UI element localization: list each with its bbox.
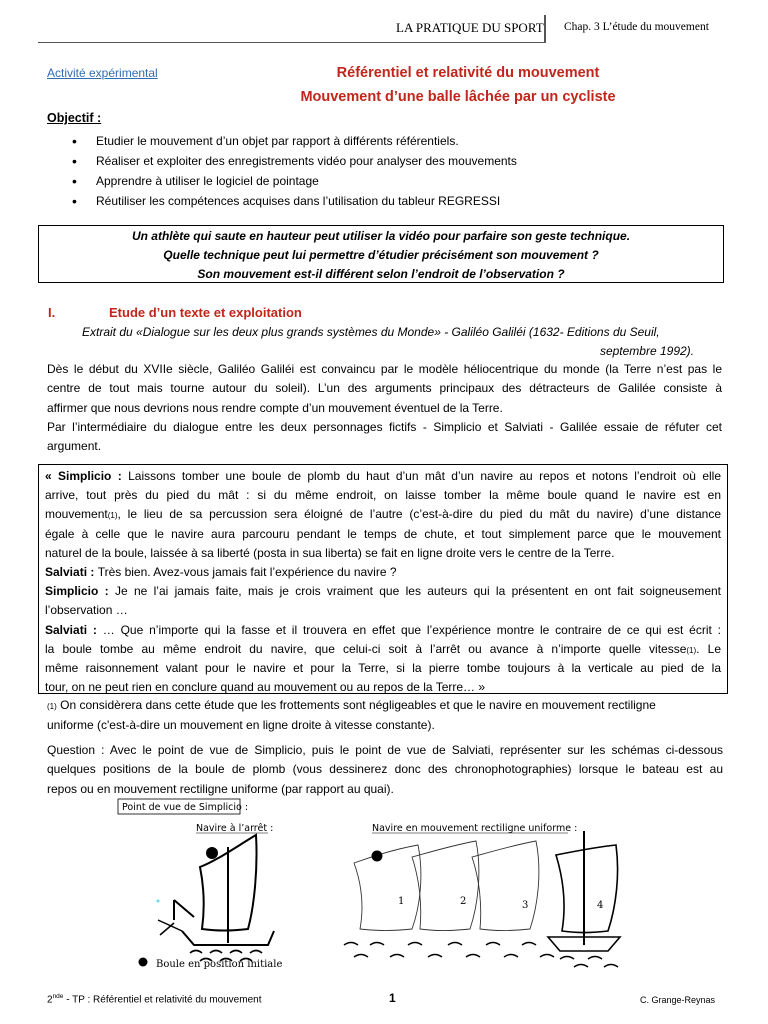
lead-ball-moving [372,851,383,862]
sail-number: 2 [460,896,467,907]
dialogue-text: , le lieu de sa percussion sera éloigné de l’autre (c’est-à-dire du pied du mât du navire) d’une distance [117,507,721,522]
footer-level: 2 [47,994,53,1006]
dialogue-line: naturel de la boule, laissée à sa liberté (posta in sua liberta) se fait en ligne droite vers le centre de la Terre. [45,545,615,560]
objective-item: • Réaliser et exploiter des enregistrements vidéo pour analyser des mouvements [72,151,517,171]
question-line: repos ou en mouvement rectiligne uniforme (par rapport au quai). [47,781,394,796]
dialogue-line [45,467,721,486]
footer-title: - TP : Référentiel et relativité du mouvement [63,994,262,1006]
dialogue-line: arrive, tout près du pied du mât : si du même endroit, on laisse tomber la même boule quand le navire est en [45,488,721,503]
footnote-ref: (1) [686,645,697,655]
speaker-label: Simplicio : [45,584,115,599]
dialogue-line: même raisonnement valant pour le navire et pour la Terre, si la pierre tombe toujours à la verticale au pied de la [45,660,721,675]
dialogue-text: Très bien. Avez-vous jamais fait l’expérience du navire ? [97,564,397,579]
dialogue-line [45,563,721,582]
exercise-question [47,741,723,799]
bow-rigging [174,900,194,917]
objectives-heading: Objectif : [47,111,102,125]
moving-water-waves [344,943,618,968]
dialogue-line [45,640,721,659]
source-citation [82,323,722,361]
question-line: quelques positions de la boule de plomb (vous dessinerez donc des chronophotographies) lorsque le bateau est au [47,762,723,777]
sail-number: 3 [522,900,529,911]
dialogue-line [45,582,721,601]
header-divider [544,15,546,43]
dialogue-line: égale à celle que le navire aura parcouru pendant le temps de chute, et tout simplement parce que le mouvement [45,526,721,541]
paragraph-line: Dès le début du XVIIe siècle, Galiléo Galiléi est convaincu par le modèle héliocentrique du monde (la Terre n’est pas le [47,362,722,376]
bow-line [158,920,182,931]
dialogue-text: … Que n’importe qui la fasse et il trouvera en effet que l’expérience montre le contraire de ce qui est écrit : [102,622,722,637]
paragraph-line: Par l’intermédiaire du dialogue entre les deux personnages fictifs - Simplicio et Salviati - Galilée essaie de réfuter cet [47,420,722,434]
speaker-label: « Simplicio : [45,469,129,483]
moving-sail-3 [472,841,539,931]
activity-label: Activité expérimental [47,66,158,80]
moving-ship-4 [548,831,620,951]
dialogue-box [38,464,728,694]
intro-question-line: Un athlète qui saute en hauteur peut utiliser la vidéo pour parfaire son geste technique. [131,229,631,243]
dialogue-text: . Le [696,641,721,656]
header-chapter: Chap. 3 L’étude du mouvement [564,21,709,33]
lead-ball-initial [206,847,218,859]
dialogue-line: l’observation … [45,603,128,618]
sailboat-diagram [108,795,628,985]
objective-item: • Etudier le mouvement d’un objet par rapport à différents référentiels. [72,131,517,151]
moving-sail-1 [354,845,421,931]
page-number: 1 [389,991,396,1005]
source-citation-line: septembre 1992). [599,344,694,358]
dialogue-line [45,505,721,524]
intro-paragraph [47,418,722,457]
footnote-text: uniforme (c'est-à-dire un mouvement en ligne droite à vitesse constante). [47,718,435,732]
dialogue-text: la boule tombe au même endroit du navire, que celui-ci soit à l’arrêt ou avance à n’importe quelle vitesse [45,641,687,656]
intro-question-line: Quelle technique peut lui permettre d’étudier précisément son mouvement ? [163,248,599,262]
ball-legend-dot [139,958,148,967]
footer-level-suffix: nde [52,993,64,1000]
dialogue-text: Je ne l’ai jamais faite, mais je crois vraiment que les auteurs qui la présentent en ont fait soigneusement [114,584,721,599]
header-course-title: LA PRATIQUE DU SPORT [396,20,544,35]
moving-label: Navire en mouvement rectiligne uniforme : [372,823,578,834]
paragraph-line: argument. [47,439,102,454]
page-subtitle: Mouvement d’une balle lâchée par un cycliste [300,89,616,105]
footnote [47,696,725,735]
intro-question-box [38,225,724,283]
header-rule [38,42,544,43]
footer-course [47,993,261,1005]
footer-author: C. Grange-Reynas [640,995,716,1005]
dialogue-line: tour, on ne peut rien en conclure quand au mouvement ou au repos de la Terre… » [45,680,486,695]
speaker-label: Salviati : [45,622,103,637]
pov-label: Point de vue de Simplicio : [122,802,249,813]
stopped-label: Navire à l’arrêt : [196,823,274,834]
dialogue-text: mouvement [45,507,108,522]
intro-paragraph [47,360,722,418]
ball-legend-label: Boule en position initiale [156,959,283,970]
footnote-mark: (1) [47,702,57,711]
footnote-text: On considèrera dans cette étude que les frottements sont négligeables et que le navire en mouvement rectiligne [56,698,656,712]
footnote-ref: (1) [107,511,118,521]
page-title: Référentiel et relativité du mouvement [336,65,600,81]
dialogue-text: Laissons tomber une boule de plomb du haut d’un mât d’un navire au repos et notons l’endroit où elle [128,469,721,483]
source-citation-line: Extrait du «Dialogue sur les deux plus grands systèmes du Monde» - Galiléo Galiléi (1632- Editions du Seuil, [82,325,660,339]
speaker-label: Salviati : [45,564,98,579]
intro-question-line: Son mouvement est-il différent selon l’endroit de l’observation ? [197,267,565,281]
sail-number: 4 [597,900,604,911]
objective-item: • Apprendre à utiliser le logiciel de pointage [72,171,517,191]
objectives-list [72,131,517,211]
paragraph-line: centre de tout mais tourne autour du soleil). L’un des arguments principaux des détracteurs de Galilée consiste à [47,381,722,396]
paragraph-line: affirmer que nous devrions nous rendre compte d’un mouvement éventuel de la Terre. [47,400,503,415]
moving-sail-2 [412,841,479,931]
section-title: Etude d’un texte et exploitation [109,305,302,320]
objective-item: • Réutiliser les compétences acquises dans l’utilisation du tableur REGRESSI [72,191,517,211]
question-line: Question : Avec le point de vue de Simplicio, puis le point de vue de Salviati, représenter sur les schémas ci-dessous [47,743,723,757]
section-number: I. [48,305,56,320]
dialogue-line [45,621,721,640]
marker-dot [157,900,160,903]
sail-number: 1 [398,896,405,907]
